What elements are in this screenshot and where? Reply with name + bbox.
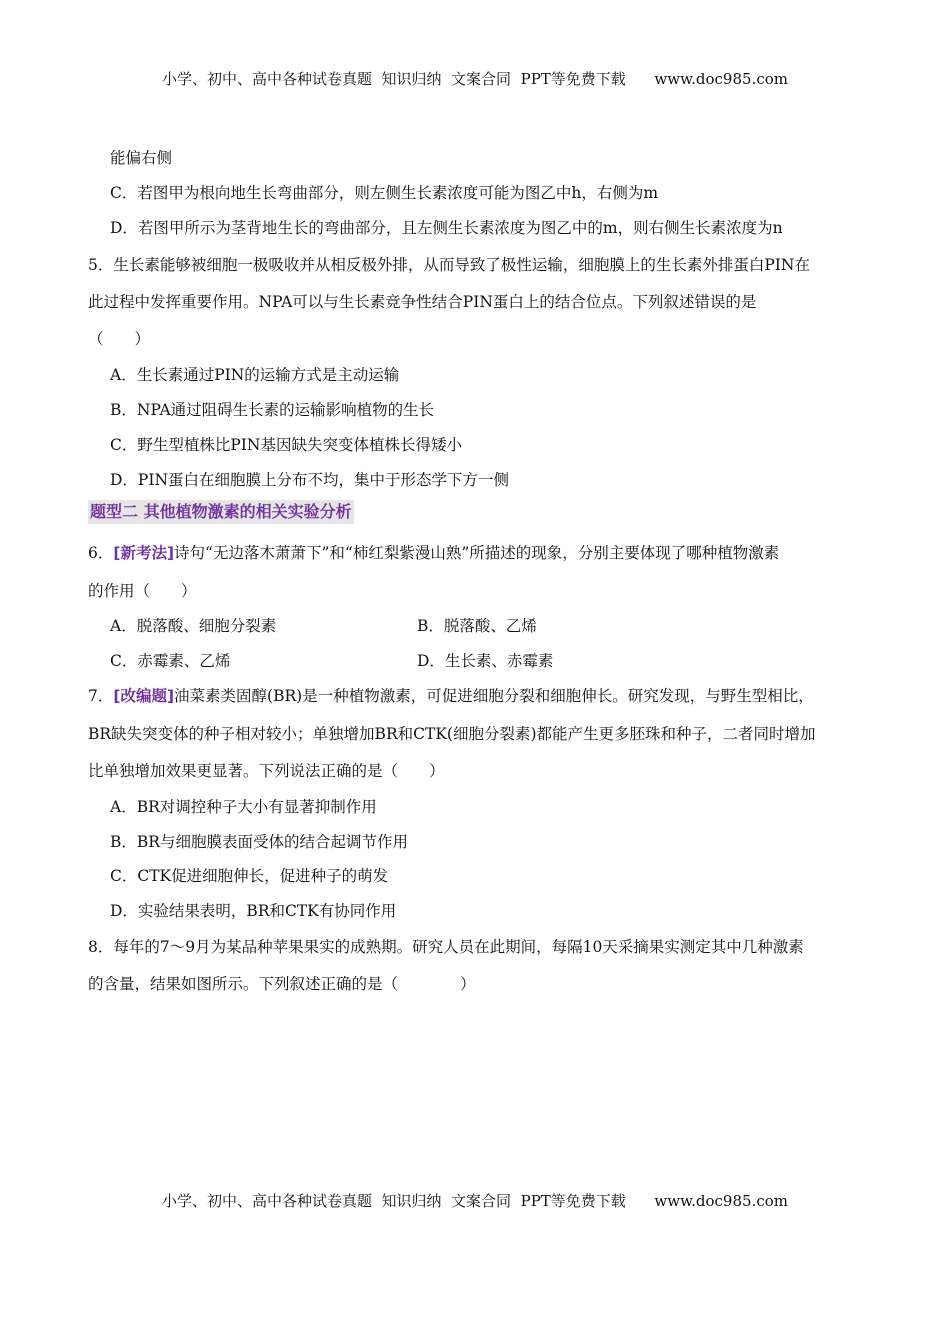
q7-option-d: D．实验结果表明，BR和CTK有协同作用 [110, 902, 397, 920]
q7-stem-text: 油菜素类固醇(BR)是一种植物激素，可促进细胞分裂和细胞伸长。研究发现，与野生型相比， [174, 687, 814, 705]
q5-option-d: D．PIN蛋白在细胞膜上分布不均，集中于形态学下方一侧 [110, 471, 510, 489]
q4-option-c: C．若图甲为根向地生长弯曲部分，则左侧生长素浓度可能为图乙中h，右侧为m [110, 184, 659, 202]
q6-number: 6． [88, 544, 114, 562]
q6-option-c: C．赤霉素、乙烯 [110, 652, 231, 670]
q5-option-b: B．NPA通过阻碍生长素的运输影响植物的生长 [110, 401, 435, 419]
page-footer: 小学、初中、高中各种试卷真题 知识归纳 文案合同 PPT等免费下载 www.doc985.com [161, 1192, 788, 1210]
q5-stem-line1: 5．生长素能够被细胞一极吸收并从相反极外排，从而导致了极性运输，细胞膜上的生长素外排蛋白PIN在 [88, 256, 810, 274]
q7-stem-line3: 比单独增加效果更显著。下列说法正确的是（ ） [88, 762, 445, 780]
q6-stem-line2: 的作用（ ） [88, 582, 197, 600]
q8-stem-line1: 8．每年的7～9月为某品种苹果果实的成熟期。研究人员在此期间，每隔10天采摘果实测定其中几种激素 [88, 938, 804, 956]
q4-continuation-text: 能偏右侧 [110, 149, 173, 167]
q6-option-a: A．脱落酸、细胞分裂素 [110, 617, 277, 635]
q6-tag: [新考法] [113, 544, 175, 562]
q6-stem-text: 诗句“无边落木萧萧下”和“柿红梨紫漫山熟”所描述的现象，分别主要体现了哪种植物激素 [174, 544, 780, 562]
q7-option-a: A．BR对调控种子大小有显著抑制作用 [110, 798, 377, 816]
q7-number: 7． [88, 687, 114, 705]
q7-option-c: C．CTK促进细胞伸长，促进种子的萌发 [110, 867, 389, 885]
q8-stem-line2: 的含量，结果如图所示。下列叙述正确的是（ ） [88, 975, 476, 993]
q5-option-a: A．生长素通过PIN的运输方式是主动运输 [110, 366, 400, 384]
q5-stem-line2: 此过程中发挥重要作用。NPA可以与生长素竞争性结合PIN蛋白上的结合位点。下列叙述错误的是 [88, 293, 757, 311]
q6-option-b: B．脱落酸、乙烯 [417, 617, 537, 635]
q5-option-c: C．野生型植株比PIN基因缺失突变体植株长得矮小 [110, 436, 462, 454]
q7-stem-line2: BR缺失突变体的种子相对较小；单独增加BR和CTK(细胞分裂素)都能产生更多胚珠和种子，二者同时增加 [88, 725, 816, 743]
q7-stem-line1 [88, 684, 814, 706]
page-header: 小学、初中、高中各种试卷真题 知识归纳 文案合同 PPT等免费下载 www.doc985.com [161, 70, 788, 88]
q6-option-d: D．生长素、赤霉素 [417, 652, 554, 670]
q4-option-d: D．若图甲所示为茎背地生长的弯曲部分，且左侧生长素浓度为图乙中的m，则右侧生长素浓度为n [110, 219, 783, 237]
q7-tag: [改编题] [113, 687, 175, 705]
q7-option-b: B．BR与细胞膜表面受体的结合起调节作用 [110, 833, 408, 851]
section-heading: 题型二 其他植物激素的相关实验分析 [88, 500, 354, 524]
q6-stem-line1 [88, 541, 779, 563]
q5-answer-blank: （ ） [88, 330, 151, 348]
